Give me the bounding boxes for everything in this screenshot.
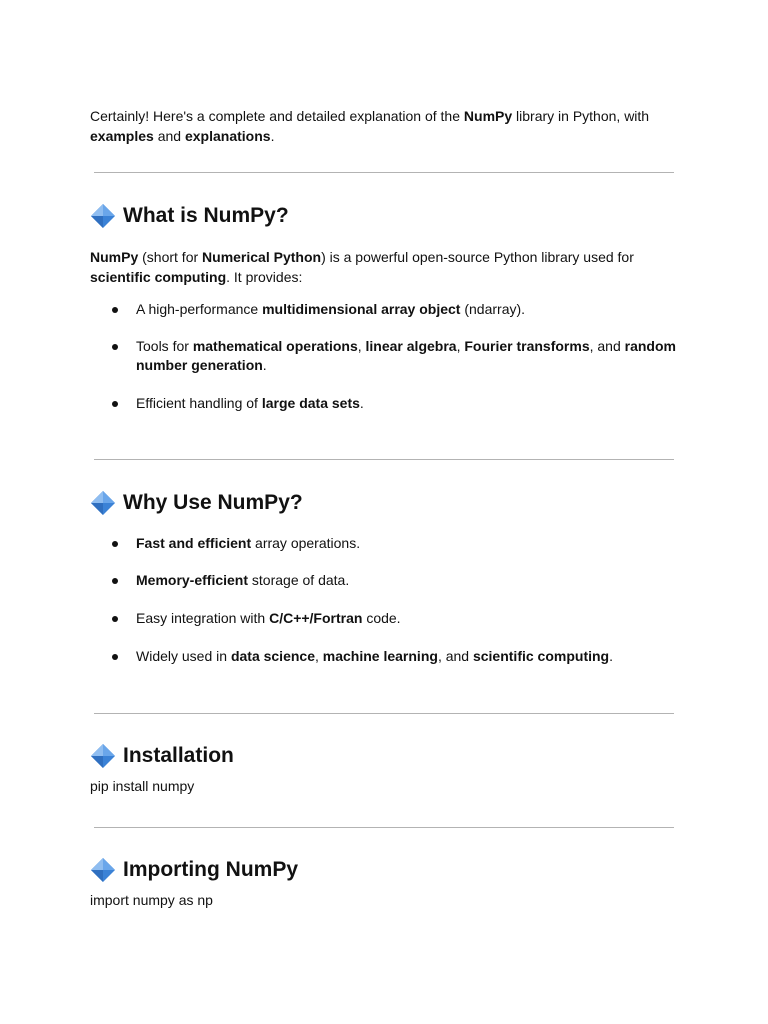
bold-text: Numerical Python — [202, 249, 322, 265]
bold-text: random number generation — [136, 338, 676, 373]
bullet-dot-icon — [112, 616, 118, 622]
list-item-text — [136, 610, 401, 626]
body-text: , and — [437, 648, 473, 664]
list-item — [111, 534, 681, 553]
section-heading-text: Installation — [123, 744, 234, 767]
large-blue-diamond-icon — [90, 203, 116, 229]
body-text: . It provides: — [226, 269, 303, 285]
section-heading-text: What is NumPy? — [123, 204, 289, 227]
body-text: array operations. — [251, 535, 361, 551]
bold-text: NumPy — [90, 249, 139, 265]
intro-text: library in Python, with — [512, 108, 650, 124]
body-text: , — [357, 338, 366, 354]
list-item — [111, 647, 681, 666]
body-text: Tools for — [136, 338, 193, 354]
body-text: storage of data. — [248, 572, 350, 588]
section2-bullet-list — [111, 609, 681, 628]
bullet-dot-icon — [112, 578, 118, 584]
body-text: . — [262, 357, 267, 373]
bold-text: large data sets — [261, 395, 360, 411]
section1-bullet-list — [111, 337, 681, 375]
intro-bold-explanations: explanations — [184, 128, 271, 144]
divider — [94, 713, 674, 714]
bold-text: multidimensional array object — [262, 301, 461, 317]
bold-text: machine learning — [322, 648, 438, 664]
intro-text: and — [153, 128, 185, 144]
section2-bullet-list — [111, 571, 681, 590]
body-text: Easy integration with — [136, 610, 270, 626]
bullet-dot-icon — [112, 307, 118, 313]
bold-text: linear algebra — [365, 338, 457, 354]
body-text: code. — [362, 610, 401, 626]
bold-text: Fast and efficient — [136, 535, 252, 551]
body-text: , — [456, 338, 465, 354]
body-text: Efficient handling of — [136, 395, 262, 411]
bold-text: scientific computing — [472, 648, 610, 664]
bold-text: data science — [230, 648, 315, 664]
body-text: , — [315, 648, 323, 664]
section1-bullet-list — [111, 394, 681, 413]
body-text: . — [609, 648, 613, 664]
section-heading-text: Why Use NumPy? — [123, 491, 303, 514]
list-item — [111, 394, 681, 413]
section1-bullet-list — [111, 300, 681, 319]
list-item-text — [136, 301, 525, 317]
body-text: (short for — [138, 249, 203, 265]
bold-text: mathematical operations — [192, 338, 358, 354]
install-command: pip install numpy — [90, 778, 195, 794]
body-text: Widely used in — [136, 648, 231, 664]
bullet-dot-icon — [112, 654, 118, 660]
list-item — [111, 300, 681, 319]
large-blue-diamond-icon — [90, 743, 116, 769]
list-item-text — [136, 395, 364, 411]
bullet-dot-icon — [112, 541, 118, 547]
list-item — [111, 609, 681, 628]
body-text: , and — [589, 338, 625, 354]
section-heading-importing-numpy — [90, 856, 298, 884]
section2-bullet-list — [111, 534, 681, 553]
intro-bold-examples: examples — [90, 128, 154, 144]
section1-paragraph — [90, 247, 680, 287]
bullet-dot-icon — [112, 344, 118, 350]
intro-text: Certainly! Here's a complete and detailed explanation of the — [90, 108, 464, 124]
bold-text: scientific computing — [90, 269, 227, 285]
section-heading-installation — [90, 742, 234, 770]
bold-text: Memory-efficient — [136, 572, 249, 588]
bold-text: C/C++/Fortran — [269, 610, 363, 626]
divider — [94, 172, 674, 173]
section-heading-why-use-numpy — [90, 489, 303, 517]
divider — [94, 459, 674, 460]
section-heading-what-is-numpy — [90, 202, 289, 230]
import-statement: import numpy as np — [90, 892, 213, 908]
divider — [94, 827, 674, 828]
list-item-text — [136, 572, 349, 588]
list-item-text — [136, 648, 613, 664]
body-text: (ndarray). — [460, 301, 526, 317]
list-item-text — [136, 535, 360, 551]
section2-bullet-list — [111, 647, 681, 666]
body-text: ) is a powerful open-source Python library used for — [321, 249, 634, 265]
list-item-text — [136, 338, 676, 373]
large-blue-diamond-icon — [90, 490, 116, 516]
bold-text: Fourier transforms — [464, 338, 590, 354]
list-item — [111, 337, 681, 375]
intro-text: . — [270, 128, 275, 144]
bullet-dot-icon — [112, 401, 118, 407]
section-heading-text: Importing NumPy — [123, 858, 299, 881]
body-text: A high-performance — [136, 301, 263, 317]
list-item — [111, 571, 681, 590]
intro-paragraph — [90, 106, 680, 146]
intro-bold-numpy: NumPy — [463, 108, 513, 124]
large-blue-diamond-icon — [90, 857, 116, 883]
body-text: . — [359, 395, 364, 411]
